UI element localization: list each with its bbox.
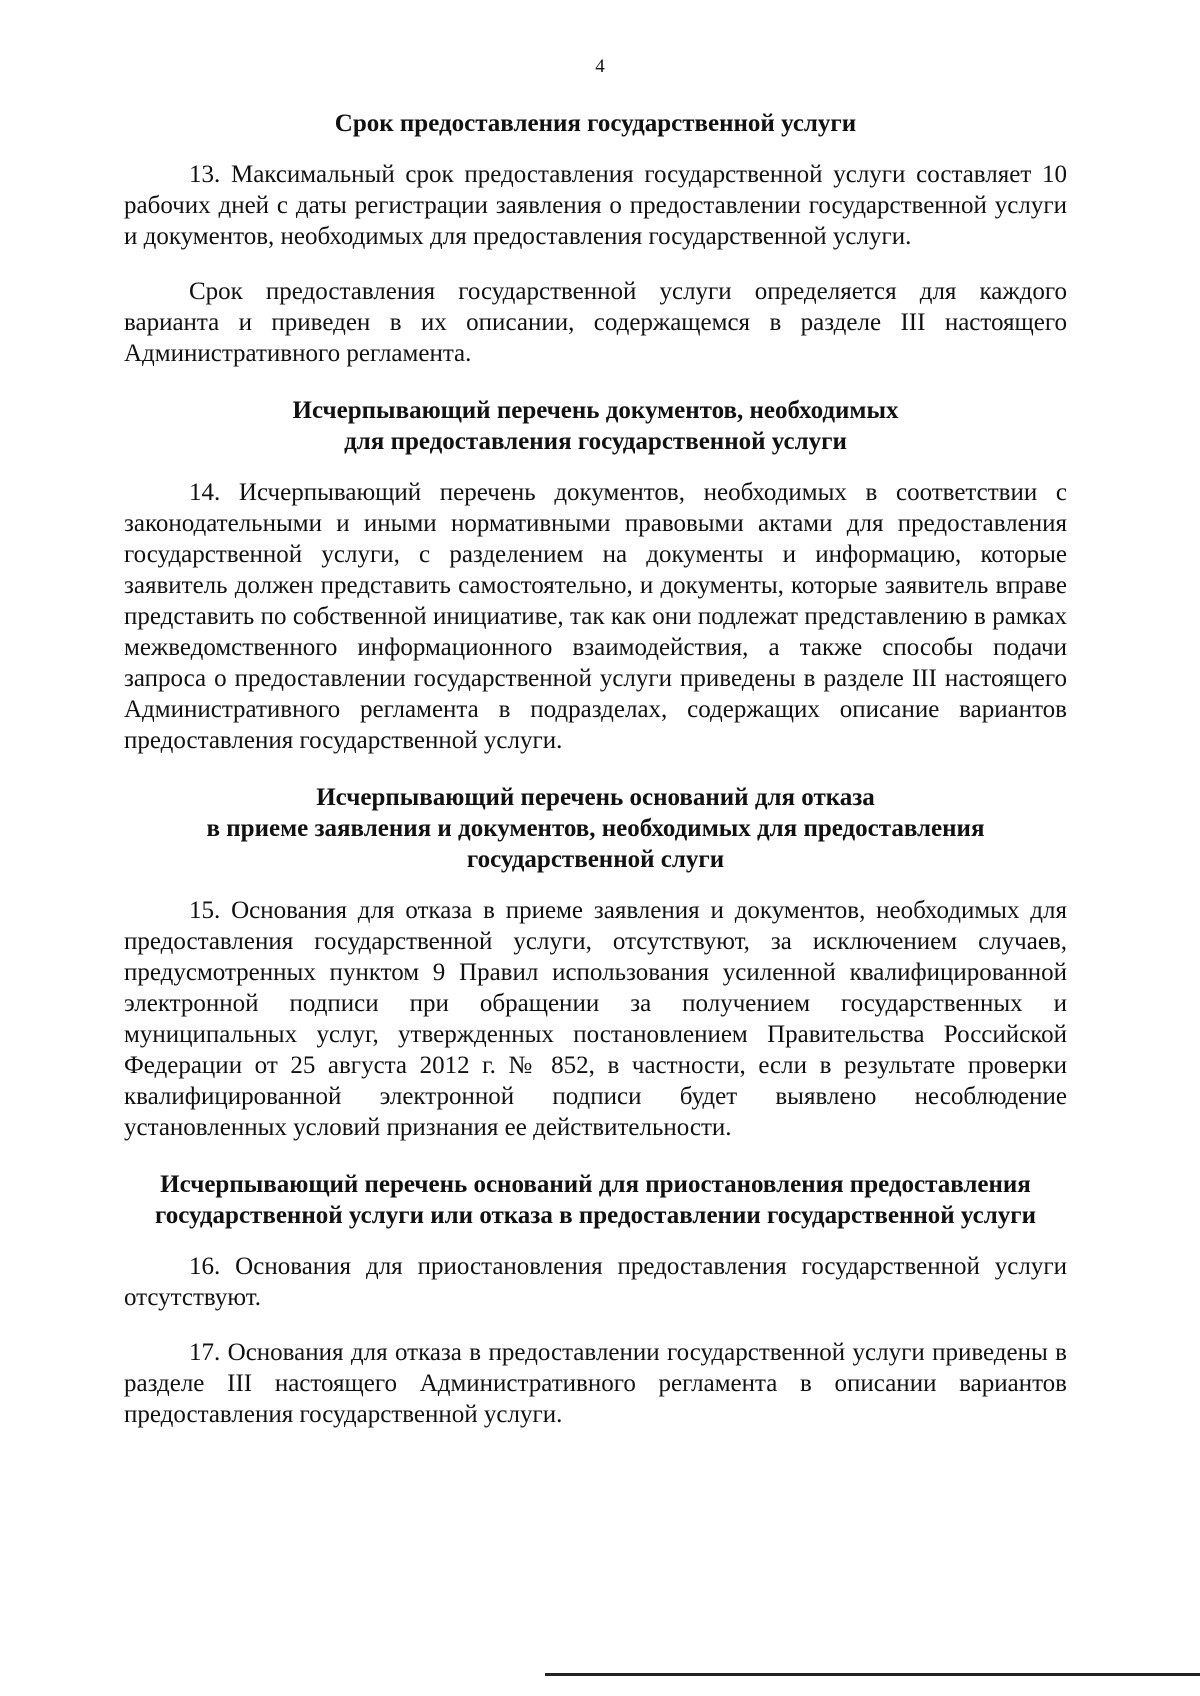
paragraph-17: 17. Основания для отказа в предоставлении государственной услуги приведены в разделе III настоящего Административного регламента в описании вариантов предоставления государственной услуги. xyxy=(124,1339,1067,1428)
paragraph-13: 13. Максимальный срок предоставления государственной услуги составляет 10 рабочих дней с даты регистрации заявления о предоставлении государственной услуги и документов, необходимых для предоставления государственной услуги. xyxy=(124,161,1067,250)
section-heading-term: Срок предоставления государственной услуги xyxy=(334,110,857,137)
section-heading-documents xyxy=(124,395,1067,457)
heading-line: государственной услуги или отказа в предоставлении государственной услуги xyxy=(154,1202,1037,1229)
document-body xyxy=(124,108,1067,1430)
heading-line: для предоставления государственной услуги xyxy=(344,428,847,455)
paragraph-14: 14. Исчерпывающий перечень документов, необходимых в соответствии с законодательными и иными нормативными правовыми актами для предоставления государственной услуги, с разделением на документы и информацию, которые заявитель должен представить самостоятельно, и документы, которые заявитель вправе представить по собственной инициативе, так как они подлежат представлению в рамках межведомственного информационного взаимодействия, а также способы подачи запроса о предоставлении государственной услуги приведены в разделе III настоящего Административного регламента в подразделах, содержащих описание вариантов предоставления государственной услуги. xyxy=(124,479,1067,754)
heading-line: государственной слуги xyxy=(466,846,725,873)
section-heading-suspension-grounds xyxy=(124,1169,1067,1231)
heading-line: в приеме заявления и документов, необходимых для предоставления xyxy=(206,815,985,842)
scan-edge-line xyxy=(545,1673,1200,1676)
heading-line: Исчерпывающий перечень документов, необходимых xyxy=(292,397,899,424)
heading-line: Исчерпывающий перечень оснований для приостановления предоставления xyxy=(160,1171,1031,1198)
paragraph-15: 15. Основания для отказа в приеме заявления и документов, необходимых для предоставления государственной услуги, отсутствуют, за исключением случаев, предусмотренных пунктом 9 Правил использования усиленной квалифицированной электронной подписи при обращении за получением государственных и муниципальных услуг, утвержденных постановлением Правительства Российской Федерации от 25 августа 2012 г. № 852, в частности, если в результате проверки квалифицированной электронной подписи будет выявлено несоблюдение установленных условий признания ее действительности. xyxy=(124,897,1067,1141)
page-number: 4 xyxy=(595,56,605,77)
paragraph-16: 16. Основания для приостановления предоставления государственной услуги отсутствуют. xyxy=(124,1253,1067,1311)
paragraph-term-variants: Срок предоставления государственной услуги определяется для каждого варианта и приведен в их описании, содержащемся в разделе III настоящего Административного регламента. xyxy=(124,278,1067,367)
heading-line: Исчерпывающий перечень оснований для отказа xyxy=(316,784,875,811)
section-heading-refusal-grounds xyxy=(124,782,1067,875)
